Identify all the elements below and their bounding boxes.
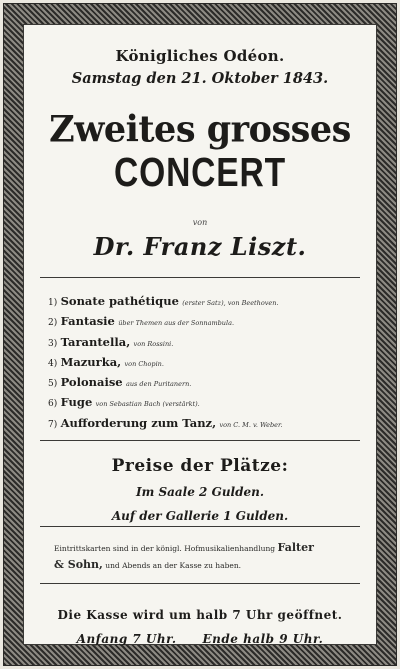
title-line-1: Zweites grosses [49,107,351,152]
ticket-info: Eintrittskarten sind in der königl. Hofmusikalienhandlung Falter & Sohn, und Abends an der Kasse zu haben. [54,541,314,571]
concert-date: Samstag den 21. Oktober 1843. [71,70,329,87]
venue-name: Königliches Odéon. [115,47,285,65]
divider [40,277,360,278]
price-gallery: Auf der Gallerie 1 Gulden. [111,509,289,523]
concert-times [24,632,376,646]
performer-name: Dr. Franz Liszt. [93,232,307,261]
ornamental-border [3,3,397,666]
box-office-note: Die Kasse wird um halb 7 Uhr geöffnet. [57,608,343,622]
program-item: 1) Sonate pathétique (erster Satz), von Beethoven. [48,294,279,308]
divider [40,440,360,441]
start-time: Anfang 7 Uhr. [76,632,177,646]
program-item: 4) Mazurka, von Chopin. [48,354,164,369]
price-hall: Im Saale 2 Gulden. [135,485,265,499]
divider [40,583,360,584]
poster-panel [23,24,377,645]
von-label: von [192,218,208,227]
prices-heading: Preise der Plätze: [111,456,289,476]
divider [40,526,360,527]
program-item: 3) Tarantella, von Rossini. [48,334,174,349]
program-item: 6) Fuge von Sebastian Bach (verstärkt). [48,395,200,410]
program-item: 2) Fantasie über Themen aus der Sonnambula. [48,314,235,329]
program-item: 7) Aufforderung zum Tanz, von C. M. v. Weber. [48,415,283,430]
program-list [48,291,378,433]
end-time: Ende halb 9 Uhr. [202,632,324,646]
program-item: 5) Polonaise aus den Puritanern. [48,375,192,390]
title-line-2: CONCERT [114,149,286,195]
